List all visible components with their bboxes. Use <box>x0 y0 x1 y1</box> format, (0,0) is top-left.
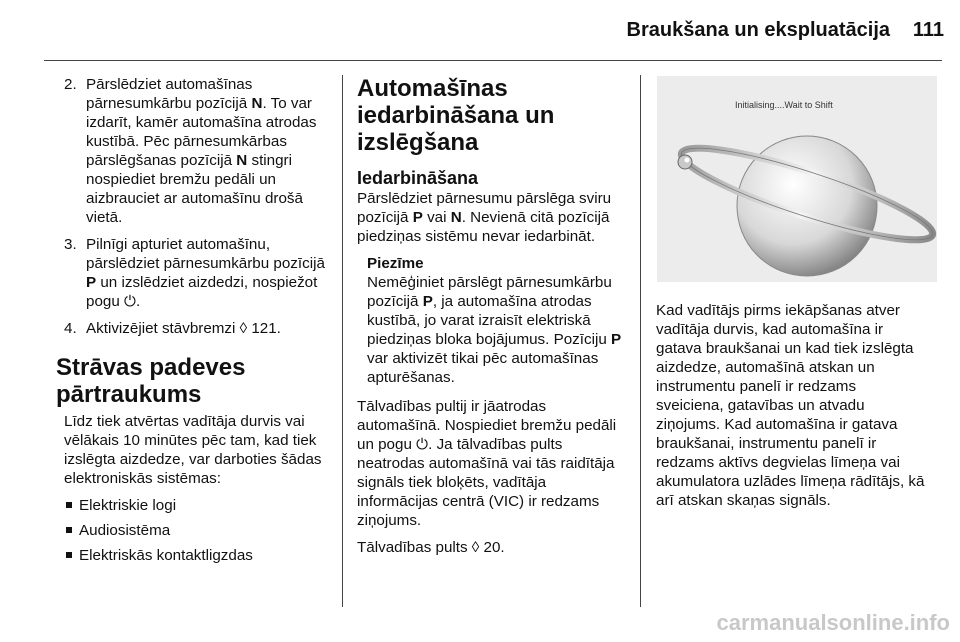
bullet-item: Elektriskie logi <box>64 496 334 515</box>
header-rule <box>44 60 942 61</box>
bullet-item: Audiosistēma <box>64 521 334 540</box>
watermark: carmanualsonline.info <box>716 610 950 635</box>
page-header-title: Braukšana un ekspluatācija <box>626 19 890 41</box>
step-text: Pārslēdziet automašīnas pārnesumkārbu pozīcijā N. To var izdarīt, kamēr automašīna atrodas kustībā. Pēc pārnesumkārbas pārslēgšanas pozīcijā N stingri nospiediet bremžu pedāli un aizbrauciet ar automašīnu drošā vietā. <box>86 76 317 226</box>
step-number: 2. <box>64 76 77 93</box>
step-number: 3. <box>64 236 77 253</box>
steps-list <box>64 75 334 338</box>
column-divider-left <box>342 75 343 607</box>
paragraph: Tālvadības pultij ir jāatrodas automašīnā. Nospiediet bremžu pedāli un pogu ⏻. Ja tālvadības pults neatrodas automašīnā vai tās raidītāja signāls tiek bloķēts, vadītāja informācijas centrā (VIC) ir redzams ziņojums. <box>357 398 617 529</box>
step-item <box>64 75 334 227</box>
section-heading-start-stop: Automašīnas iedarbināšana un izslēgšana <box>357 75 555 156</box>
globe-illustration <box>657 76 937 282</box>
column-3 <box>656 301 926 518</box>
column-divider-right <box>640 75 641 607</box>
subsection-heading-starting: Iedarbināšana <box>357 168 479 188</box>
section-heading-power-interruption: Strāvas padeves pārtraukums <box>56 354 246 408</box>
paragraph: Pārslēdziet pārnesumu pārslēga sviru pozīcijā P vai N. Nevienā citā pozīcijā piedziņas sistēmu nevar iedarbināt. <box>357 190 612 245</box>
paragraph: Kad vadītājs pirms iekāpšanas atver vadītāja durvis, kad automašīna ir gatava braukšanai un kad tiek izslēgta aizdedze, automašīnā atskan un instrumentu panelī ir redzams sveiciena, gatavības un atvadu ziņojums. Kad automašīna ir gatava braukšanai, instrumentu panelī ir redzams aktīvs degvielas līmeņa vai akumulatora uzlādes līmeņa rādītājs, kā arī atskan skaņas signāls. <box>656 302 925 509</box>
paragraph: Tālvadības pults ◊ 20. <box>357 539 505 556</box>
step-number: 4. <box>64 320 77 337</box>
note-title: Piezīme <box>367 255 424 272</box>
bullet-item: Elektriskās kontaktligzdas <box>64 546 334 565</box>
column-2 <box>357 75 625 565</box>
step-text: Pilnīgi apturiet automašīnu, pārslēdziet pārnesumkārbu pozīcijā P un izslēdziet aizdedzi, nospiežot pogu ⏻. <box>86 236 325 310</box>
page-number: 111 <box>912 19 944 41</box>
step-item <box>64 235 334 311</box>
column-1 <box>56 75 334 571</box>
instrument-display-figure <box>657 76 937 282</box>
note-box <box>357 254 625 387</box>
figure-caption-text: Initialising....Wait to Shift <box>735 100 833 110</box>
step-text: Aktivizējiet stāvbremzi ◊ 121. <box>86 320 281 337</box>
section-intro: Līdz tiek atvērtas vadītāja durvis vai vēlākais 10 minūtes pēc tam, kad tiek izslēgta aizdedze, var darboties šādas elektroniskās sistēmas: <box>64 413 322 487</box>
note-text: Nemēģiniet pārslēgt pārnesumkārbu pozīcijā P, ja automašīna atrodas kustībā, jo varat izraisīt elektriskā piedziņas bloka bojājumus. Pozīciju P var aktivizēt tikai pēc automašīnas apturēšanas. <box>367 274 622 386</box>
step-item <box>64 319 334 338</box>
